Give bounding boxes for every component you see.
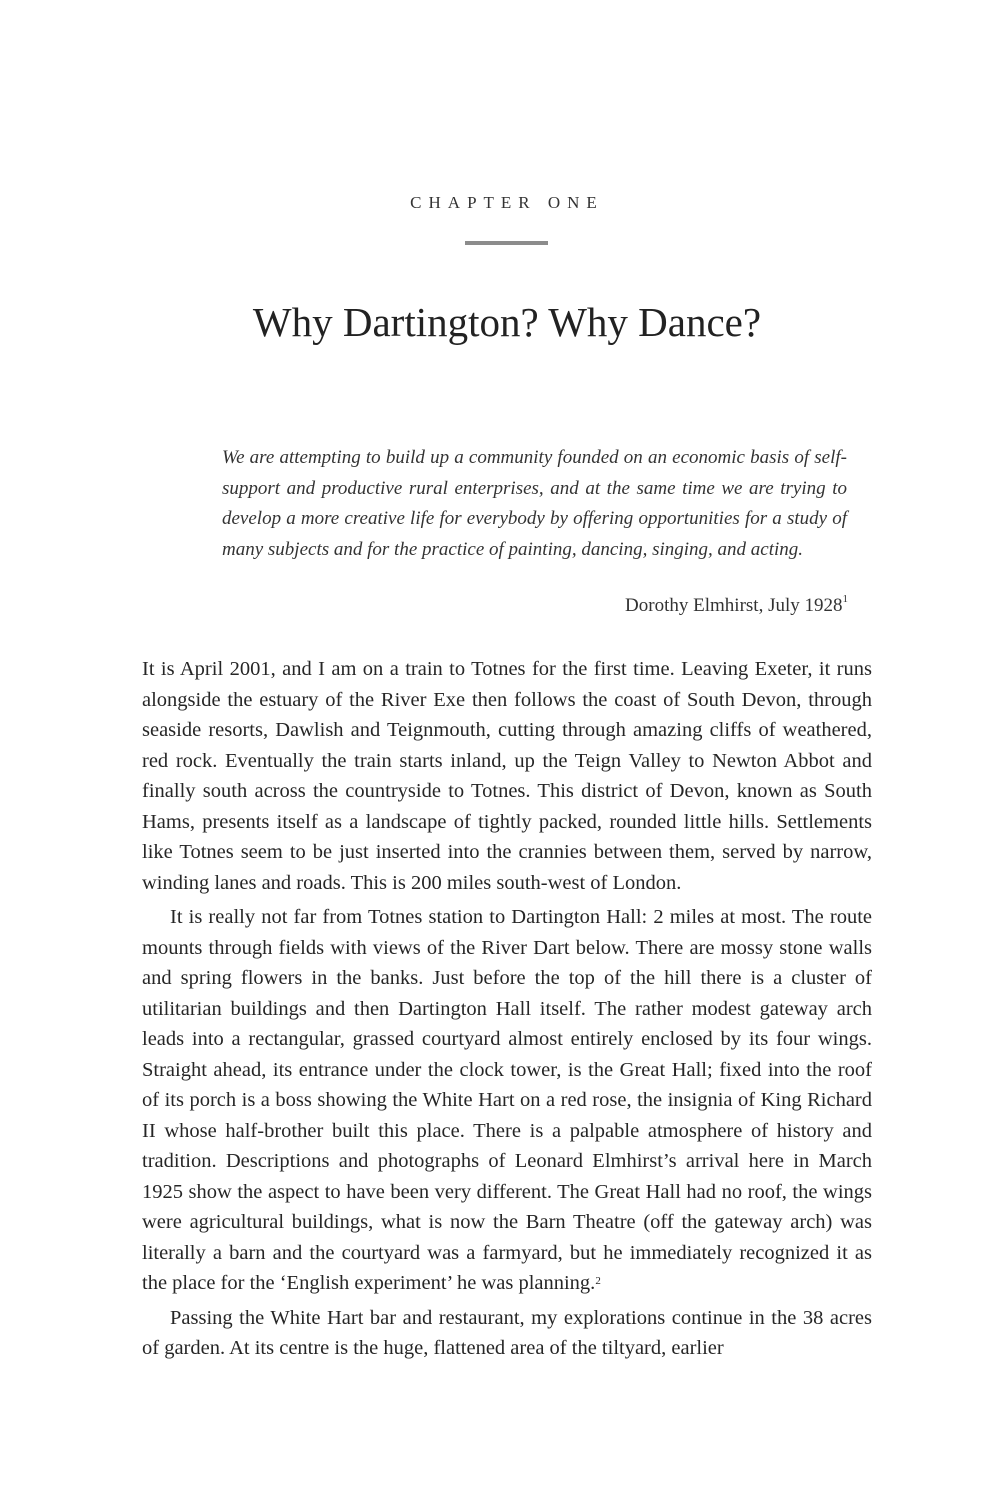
body-text bbox=[142, 654, 872, 1364]
paragraph bbox=[142, 654, 872, 898]
paragraph bbox=[142, 902, 872, 1299]
paragraph-text: It is April 2001, and I am on a train to Totnes for the first time. Leaving Exeter, it runs alongside the estuary of the River Exe then follows the coast of South Devon, through seaside resorts, Dawlish and Teignmouth, cutting through amazing cliffs of weathered, red rock. Eventually the train starts inland, up the Teign Valley to Newton Abbot and finally south across the countryside to Totnes. This district of Devon, known as South Hams, presents itself as a landscape of tightly packed, rounded little hills. Settlements like Totnes seem to be just inserted into the crannies between them, served by narrow, winding lanes and roads. This is 200 miles south-west of London. bbox=[142, 658, 872, 894]
epigraph-attribution bbox=[500, 595, 848, 617]
paragraph-text: Passing the White Hart bar and restaurant, my explorations continue in the 38 acres of garden. At its centre is the huge, flattened area of the tiltyard, earlier bbox=[142, 1306, 872, 1359]
paragraph-text: It is really not far from Totnes station to Dartington Hall: 2 miles at most. The route mounts through fields with views of the River Dart below. There are mossy stone walls and spring flowers in the banks. Just before the top of the hill there is a cluster of utilitarian buildings and then Dartington Hall itself. The rather modest gateway arch leads into a rectangular, grassed courtyard almost entirely enclosed by its four wings. Straight ahead, its entrance under the clock tower, is the Great Hall; fixed into the roof of its porch is a boss showing the White Hart on a red rose, the insignia of King Richard II whose half-brother built this place. There is a palpable atmosphere of history and tradition. Descriptions and photographs of Leonard Elmhirst’s arrival here in March 1925 show the aspect to have been very different. The Great Hall had no roof, the wings were agricultural buildings, what is now the Barn Theatre (off the gateway arch) was literally a barn and the courtyard was a farmyard, but he immediately recognized it as the place for the ‘English experiment’ he was planning. bbox=[142, 906, 872, 1294]
attribution-text: Dorothy Elmhirst, July 1928 bbox=[625, 595, 843, 616]
chapter-label: CHAPTER ONE bbox=[410, 193, 604, 212]
footnote-marker[interactable]: 2 bbox=[595, 1275, 601, 1287]
epigraph-quote: We are attempting to build up a community founded on an economic basis of self-support and productive rural enterprises, and at the same time we are trying to develop a more creative life for everybody by offering opportunities for a study of many subjects and for the practice of painting, dancing, singing, and acting. bbox=[222, 447, 847, 560]
footnote-marker[interactable]: 1 bbox=[842, 593, 848, 605]
chapter-divider bbox=[465, 241, 548, 245]
paragraph bbox=[142, 1303, 872, 1364]
chapter-title: Why Dartington? Why Dance? bbox=[252, 299, 762, 345]
